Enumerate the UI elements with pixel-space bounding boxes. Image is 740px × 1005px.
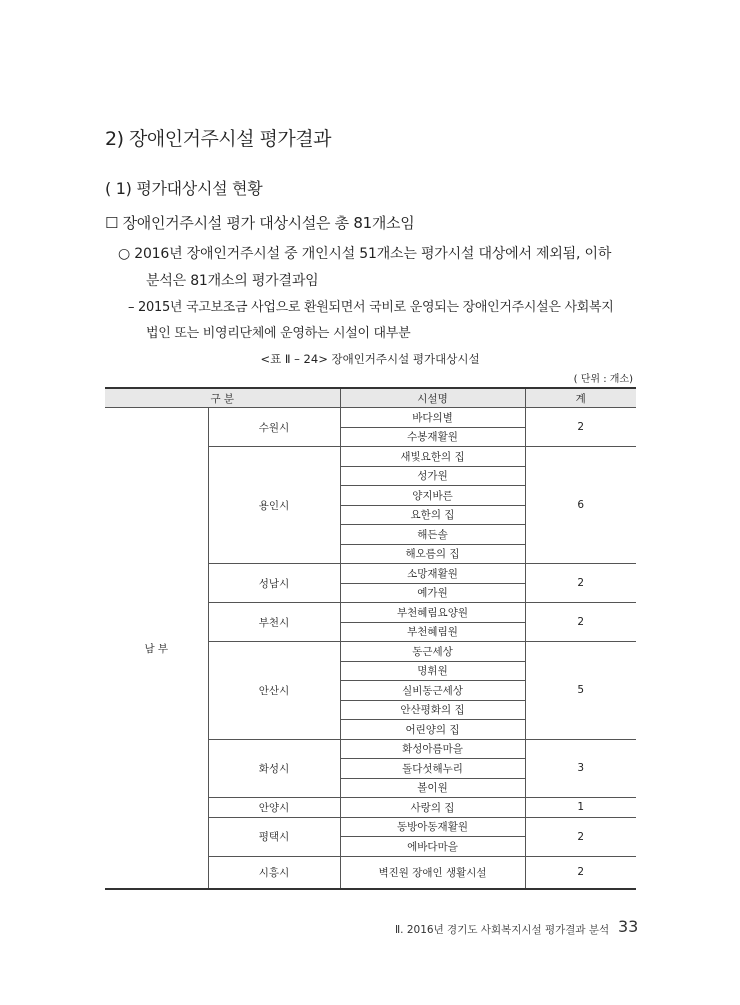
section-title: 2) 장애인거주시설 평가결과 (105, 128, 331, 150)
header-division: 구 분 (105, 388, 340, 408)
dash-bullet-line-2: 법인 또는 비영리단체에 운영하는 시설이 대부분 (146, 326, 411, 341)
facility-cell: 화성아름마을 (340, 739, 525, 759)
facility-cell: 안산평화의 집 (340, 700, 525, 720)
page-number: 33 (618, 917, 639, 936)
city-cell: 안양시 (208, 798, 340, 818)
city-cell: 평택시 (208, 817, 340, 856)
region-cell: 남 부 (105, 408, 208, 890)
facility-cell: 수봉재활원 (340, 427, 525, 447)
facility-cell: 어린양의 집 (340, 720, 525, 740)
count-cell: 2 (525, 408, 636, 447)
circle-bullet-line-1: ○ 2016년 장애인거주시설 중 개인시설 51개소는 평가시설 대상에서 제외됨, 이하 (118, 246, 612, 262)
header-facility: 시설명 (340, 388, 525, 408)
facility-cell: 바다의별 (340, 408, 525, 428)
facility-cell: 돌다섯해누리 (340, 759, 525, 779)
count-cell: 5 (525, 642, 636, 740)
facility-cell: 소망재활원 (340, 564, 525, 584)
facility-cell: 새빛요한의 집 (340, 447, 525, 467)
facility-cell: 사랑의 집 (340, 798, 525, 818)
count-cell: 1 (525, 798, 636, 818)
facility-cell: 명휘원 (340, 661, 525, 681)
table-body (105, 408, 636, 890)
count-cell: 3 (525, 739, 636, 798)
header-count: 계 (525, 388, 636, 408)
city-cell: 수원시 (208, 408, 340, 447)
footer-text: Ⅱ. 2016년 경기도 사회복지시설 평가결과 분석 (395, 924, 610, 936)
city-cell: 시흥시 (208, 856, 340, 889)
facility-cell: 예가원 (340, 583, 525, 603)
city-cell: 부천시 (208, 603, 340, 642)
facility-cell: 동근세상 (340, 642, 525, 662)
city-cell: 용인시 (208, 447, 340, 564)
facility-cell: 에바다마을 (340, 837, 525, 857)
table-header-row (105, 388, 636, 408)
unit-note: ( 단위 : 개소) (573, 374, 633, 385)
facility-cell: 요한의 집 (340, 505, 525, 525)
bullet-box-line: ☐ 장애인거주시설 평가 대상시설은 총 81개소임 (105, 214, 415, 232)
facility-cell: 해오름의 집 (340, 544, 525, 564)
city-cell: 화성시 (208, 739, 340, 798)
facility-cell: 양지바른 (340, 486, 525, 506)
dash-bullet-line-1: – 2015년 국고보조금 사업으로 환원되면서 국비로 운영되는 장애인거주시설은 사회복지 (128, 300, 614, 315)
facility-cell: 성가원 (340, 466, 525, 486)
facility-cell: 부천혜림요양원 (340, 603, 525, 623)
facility-cell: 벽진원 장애인 생활시설 (340, 856, 525, 889)
city-cell: 안산시 (208, 642, 340, 740)
facility-cell: 볼이원 (340, 778, 525, 798)
table-caption: <표 Ⅱ – 24> 장애인거주시설 평가대상시설 (260, 352, 480, 366)
facility-cell: 실비동근세상 (340, 681, 525, 701)
count-cell: 2 (525, 564, 636, 603)
count-cell: 2 (525, 856, 636, 889)
count-cell: 2 (525, 817, 636, 856)
facility-cell: 해든솔 (340, 525, 525, 545)
count-cell: 2 (525, 603, 636, 642)
facility-cell: 부천혜림원 (340, 622, 525, 642)
city-cell: 성남시 (208, 564, 340, 603)
facility-cell: 동방아동재활원 (340, 817, 525, 837)
table-row (105, 408, 636, 428)
count-cell: 6 (525, 447, 636, 564)
circle-bullet-line-2: 분석은 81개소의 평가결과임 (146, 273, 319, 289)
facilities-table (105, 387, 636, 890)
subsection-title: ( 1) 평가대상시설 현황 (105, 179, 263, 198)
